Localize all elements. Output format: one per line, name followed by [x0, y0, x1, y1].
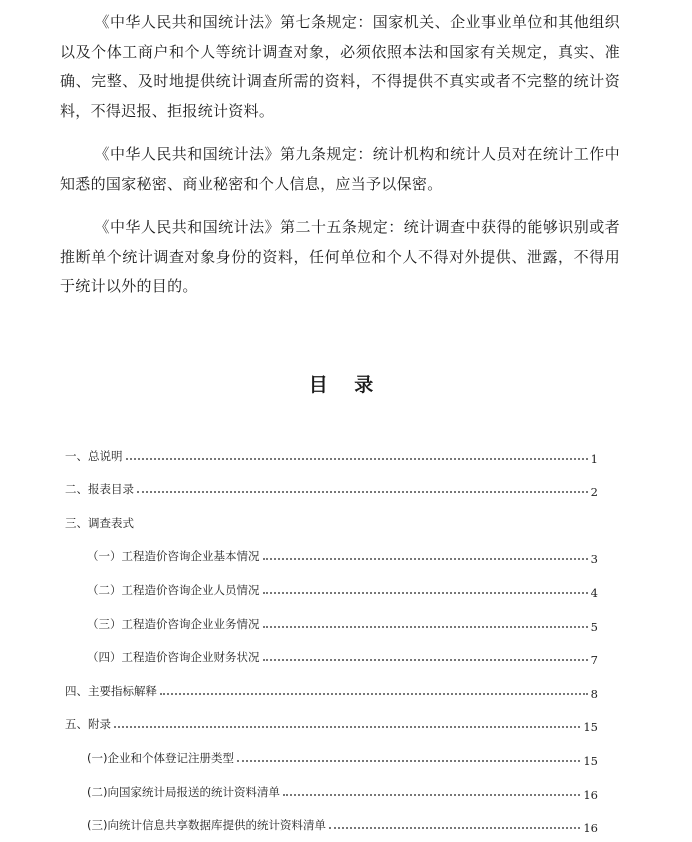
toc-page-number: 3 [590, 552, 598, 567]
toc-title: 目 录 [308, 374, 384, 396]
toc-entry-label: （三）工程造价咨询企业业务情况 [87, 616, 260, 631]
toc-entry-label: (三)向统计信息共享数据库提供的统计资料清单 [87, 818, 326, 833]
toc-entry[interactable] [65, 768, 598, 802]
law-paragraph: 《中华人民共和国统计法》第二十五条规定：统计调查中获得的能够识别或者推断单个统计调查对象身份的资料，任何单位和个人不得对外提供、泄露，不得用于统计以外的目的。 [60, 218, 620, 295]
toc-page-number: 8 [590, 686, 598, 701]
toc-dot-leader [263, 592, 588, 594]
toc-dot-leader [263, 626, 588, 628]
law-paragraph: 《中华人民共和国统计法》第九条规定：统计机构和统计人员对在统计工作中知悉的国家秘密、商业秘密和个人信息，应当予以保密。 [60, 145, 620, 193]
law-excerpts [60, 8, 620, 316]
toc-page-number: 16 [583, 787, 598, 802]
toc-entry-label: （一）工程造价咨询企业基本情况 [87, 549, 260, 564]
toc-entry[interactable] [65, 701, 598, 735]
toc-page-number: 16 [583, 821, 598, 836]
toc-dot-leader [283, 794, 580, 796]
toc-entry-label: （四）工程造价咨询企业财务状况 [87, 650, 260, 665]
toc-page-number: 7 [590, 653, 598, 668]
toc-entry[interactable] [65, 466, 598, 500]
toc-entry[interactable] [65, 499, 598, 533]
toc-entry-label: 一、总说明 [65, 448, 123, 463]
toc-dot-leader [160, 693, 588, 695]
toc-entry-label: 二、报表目录 [65, 482, 134, 497]
toc-dot-leader [126, 458, 588, 460]
toc-dot-leader [329, 827, 580, 829]
toc-entry[interactable] [65, 432, 598, 466]
toc-entry[interactable] [65, 600, 598, 634]
toc-entry[interactable] [65, 667, 598, 701]
toc-entry[interactable] [65, 802, 598, 836]
toc-dot-leader [237, 760, 580, 762]
toc-dot-leader [263, 558, 588, 560]
toc-entry-label: 三、调查表式 [65, 515, 134, 530]
toc-page-number: 2 [590, 485, 598, 500]
toc-entry-label: (一)企业和个体登记注册类型 [87, 750, 234, 765]
toc-entry-label: 四、主要指标解释 [65, 683, 157, 698]
toc-entry[interactable] [65, 734, 598, 768]
toc-page-number: 1 [590, 451, 598, 466]
toc-entry[interactable] [65, 533, 598, 567]
toc-dot-leader [114, 726, 580, 728]
toc-page-number: 15 [583, 753, 598, 768]
toc-entry-label: 五、附录 [65, 717, 111, 732]
toc-entry-label: (二)向国家统计局报送的统计资料清单 [87, 784, 280, 799]
toc-page-number: 15 [583, 720, 598, 735]
toc-page-number: 5 [590, 619, 598, 634]
toc-dot-leader [137, 491, 588, 493]
toc-entry[interactable] [65, 634, 598, 668]
law-paragraph: 《中华人民共和国统计法》第七条规定：国家机关、企业事业单位和其他组织以及个体工商户和个人等统计调查对象，必须依照本法和国家有关规定，真实、准确、完整、及时地提供统计调查所需的资料，不得提供不真实或者不完整的统计资料，不得迟报、拒报统计资料。 [60, 13, 620, 120]
toc-entry[interactable] [65, 566, 598, 600]
table-of-contents [65, 432, 598, 835]
toc-page-number: 4 [590, 585, 598, 600]
toc-dot-leader [263, 659, 588, 661]
toc-entry-label: （二）工程造价咨询企业人员情况 [87, 582, 260, 597]
